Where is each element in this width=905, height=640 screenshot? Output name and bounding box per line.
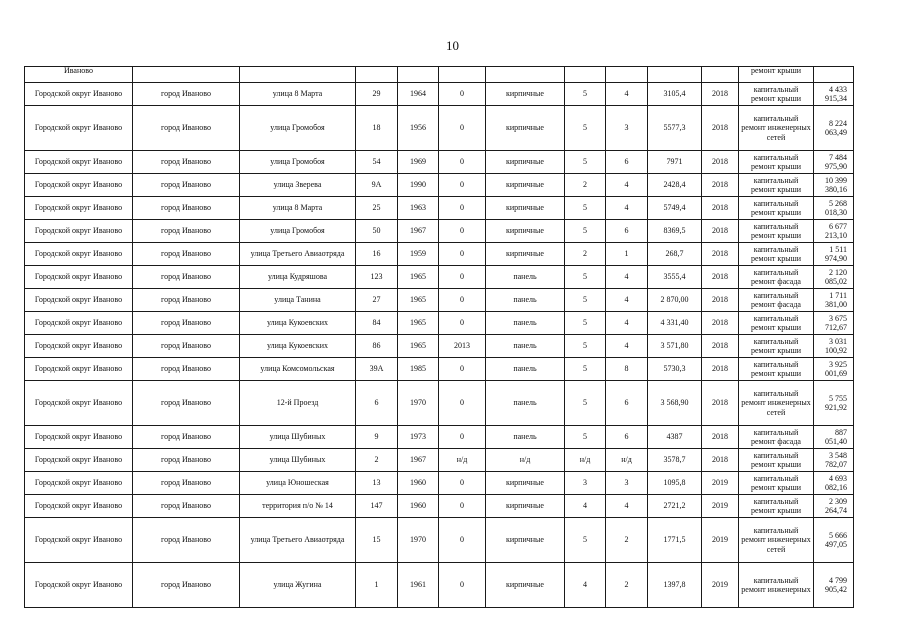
entrances-cell: 2 [606, 563, 648, 608]
district-cell: Городской округ Иваново [25, 518, 133, 563]
city-cell: город Иваново [133, 151, 240, 174]
wall-material-cell: панель [486, 312, 565, 335]
city-cell: город Иваново [133, 495, 240, 518]
cost-cell: 4 693 082,16 [814, 472, 854, 495]
street-cell: улица 8 Марта [240, 83, 356, 106]
year-repair-cell: 0 [439, 358, 486, 381]
district-cell: Городской округ Иваново [25, 266, 133, 289]
entrances-cell: 8 [606, 358, 648, 381]
cost-cell: 8 224 063,49 [814, 106, 854, 151]
plan-year-cell: 2018 [702, 335, 739, 358]
plan-year-cell: 2018 [702, 312, 739, 335]
work-type-cell: капитальный ремонт инженерных [739, 563, 814, 608]
street-cell: улица Громобоя [240, 220, 356, 243]
city-cell: город Иваново [133, 312, 240, 335]
district-cell: Городской округ Иваново [25, 289, 133, 312]
house-number-cell: 9А [356, 174, 398, 197]
entrances-cell: 4 [606, 312, 648, 335]
year-built-cell: 1965 [398, 289, 439, 312]
work-type-cell: капитальный ремонт крыши [739, 495, 814, 518]
work-type-cell: капитальный ремонт крыши [739, 243, 814, 266]
cost-cell: 5 755 921,92 [814, 381, 854, 426]
plan-year-cell: 2019 [702, 472, 739, 495]
house-number-cell: 29 [356, 83, 398, 106]
table-row [25, 83, 854, 106]
district-cell: Городской округ Иваново [25, 495, 133, 518]
street-cell: улица Танина [240, 289, 356, 312]
floors-cell: 4 [565, 563, 606, 608]
plan-year-cell: 2019 [702, 563, 739, 608]
house-number-cell: 15 [356, 518, 398, 563]
area-cell: 3 571,80 [648, 335, 702, 358]
cost-cell: 4 799 905,42 [814, 563, 854, 608]
cost-cell: 3 925 001,69 [814, 358, 854, 381]
area-cell: 8369,5 [648, 220, 702, 243]
area-cell: 1771,5 [648, 518, 702, 563]
street-cell: улица Громобоя [240, 106, 356, 151]
year-repair-cell: 0 [439, 220, 486, 243]
plan-year-cell: 2018 [702, 426, 739, 449]
floors-cell: 5 [565, 381, 606, 426]
city-cell: город Иваново [133, 289, 240, 312]
entrances-cell: 4 [606, 266, 648, 289]
table-row [25, 472, 854, 495]
floors-cell: 4 [565, 495, 606, 518]
year-repair-cell: 0 [439, 381, 486, 426]
year-repair-cell: 0 [439, 174, 486, 197]
table-row [25, 151, 854, 174]
area-cell: 3578,7 [648, 449, 702, 472]
work-type-cell: капитальный ремонт крыши [739, 151, 814, 174]
street-cell: улица Третьего Авиаотряда [240, 243, 356, 266]
plan-year-cell: 2019 [702, 518, 739, 563]
entrances-cell: 4 [606, 289, 648, 312]
district-cell: Городской округ Иваново [25, 449, 133, 472]
city-cell: город Иваново [133, 266, 240, 289]
wall-material-cell: кирпичные [486, 83, 565, 106]
house-number-cell: 86 [356, 335, 398, 358]
cost-cell: 1 711 381,00 [814, 289, 854, 312]
street-cell: улица Жугина [240, 563, 356, 608]
cost-cell: 2 309 264,74 [814, 495, 854, 518]
city-cell: город Иваново [133, 197, 240, 220]
city-cell: город Иваново [133, 563, 240, 608]
cost-cell: 7 484 975,90 [814, 151, 854, 174]
work-type-cell: капитальный ремонт инженерных сетей [739, 381, 814, 426]
wall-material-cell: кирпичные [486, 518, 565, 563]
plan-year-cell: 2018 [702, 174, 739, 197]
city-cell: город Иваново [133, 335, 240, 358]
year-repair-cell: 0 [439, 289, 486, 312]
table-row [25, 495, 854, 518]
year-repair-cell: 0 [439, 518, 486, 563]
year-built-cell: 1963 [398, 197, 439, 220]
plan-year-cell: 2018 [702, 449, 739, 472]
area-cell: 2721,2 [648, 495, 702, 518]
district-cell: Городской округ Иваново [25, 426, 133, 449]
wall-material-cell: панель [486, 266, 565, 289]
year-built-cell: 1965 [398, 312, 439, 335]
work-type-cell: капитальный ремонт крыши [739, 174, 814, 197]
city-cell: город Иваново [133, 449, 240, 472]
plan-year-cell: 2018 [702, 266, 739, 289]
house-number-cell: 27 [356, 289, 398, 312]
wall-material-cell: панель [486, 289, 565, 312]
house-number-cell: 39А [356, 358, 398, 381]
entrances-cell: н/д [606, 449, 648, 472]
house-number-cell: 123 [356, 266, 398, 289]
floors-cell: 5 [565, 312, 606, 335]
entrances-cell: 4 [606, 83, 648, 106]
house-number-cell: 6 [356, 381, 398, 426]
plan-year-cell: 2018 [702, 83, 739, 106]
year-built-cell: 1970 [398, 381, 439, 426]
area-cell: 2 870,00 [648, 289, 702, 312]
year-repair-cell: 0 [439, 83, 486, 106]
district-cell: Городской округ Иваново [25, 472, 133, 495]
floors-cell: 5 [565, 426, 606, 449]
work-type-cell: капитальный ремонт крыши [739, 335, 814, 358]
floors-cell: 5 [565, 289, 606, 312]
cost-cell: 1 511 974,90 [814, 243, 854, 266]
table-row [25, 197, 854, 220]
year-repair-cell: 0 [439, 197, 486, 220]
house-number-cell: 13 [356, 472, 398, 495]
plan-year-cell: 2019 [702, 495, 739, 518]
entrances-cell: 6 [606, 381, 648, 426]
plan-year-cell: 2018 [702, 243, 739, 266]
house-number-cell: 25 [356, 197, 398, 220]
wall-material-cell: панель [486, 335, 565, 358]
district-cell: Городской округ Иваново [25, 83, 133, 106]
house-number-cell: 54 [356, 151, 398, 174]
work-type-cell: капитальный ремонт крыши [739, 197, 814, 220]
year-built-cell: 1959 [398, 243, 439, 266]
district-cell: Городской округ Иваново [25, 174, 133, 197]
year-built-cell: 1967 [398, 220, 439, 243]
street-cell: 12-й Проезд [240, 381, 356, 426]
work-type-cell: капитальный ремонт инженерных сетей [739, 106, 814, 151]
table-row [25, 381, 854, 426]
city-cell: город Иваново [133, 83, 240, 106]
area-cell: 1095,8 [648, 472, 702, 495]
table-row [25, 449, 854, 472]
table-row [25, 106, 854, 151]
cost-cell: 6 677 213,10 [814, 220, 854, 243]
year-built-cell: 1990 [398, 174, 439, 197]
year-built-cell: 1961 [398, 563, 439, 608]
city-cell: город Иваново [133, 426, 240, 449]
year-built-cell: 1965 [398, 335, 439, 358]
area-cell: 7971 [648, 151, 702, 174]
area-cell: 3 568,90 [648, 381, 702, 426]
housing-register-table [24, 66, 854, 608]
street-cell: улица Кудряшова [240, 266, 356, 289]
cost-cell: 3 031 100,92 [814, 335, 854, 358]
cost-cell: 2 120 085,02 [814, 266, 854, 289]
house-number-cell: 147 [356, 495, 398, 518]
cost-cell: 887 051,40 [814, 426, 854, 449]
floors-cell: 2 [565, 243, 606, 266]
cost-cell: 10 399 380,16 [814, 174, 854, 197]
floors-cell: 5 [565, 335, 606, 358]
entrances-cell: 4 [606, 174, 648, 197]
year-built-cell: 1969 [398, 151, 439, 174]
entrances-cell: 1 [606, 243, 648, 266]
street-cell: улица Кукоевских [240, 335, 356, 358]
wall-material-cell: панель [486, 358, 565, 381]
district-cell: Городской округ Иваново [25, 243, 133, 266]
table-row [25, 358, 854, 381]
street-cell: улица Третьего Авиаотряда [240, 518, 356, 563]
work-type-cell: капитальный ремонт инженерных сетей [739, 518, 814, 563]
cost-cell: 5 268 018,30 [814, 197, 854, 220]
city-cell: город Иваново [133, 381, 240, 426]
table-row [25, 243, 854, 266]
work-type-cell: капитальный ремонт фасада [739, 426, 814, 449]
area-cell: 268,7 [648, 243, 702, 266]
wall-material-cell: кирпичные [486, 243, 565, 266]
district-cell: Городской округ Иваново [25, 563, 133, 608]
work-type-cell: капитальный ремонт фасада [739, 266, 814, 289]
wall-material-cell: кирпичные [486, 495, 565, 518]
area-cell: 3555,4 [648, 266, 702, 289]
year-built-cell: 1970 [398, 518, 439, 563]
house-number-cell: 18 [356, 106, 398, 151]
city-cell: город Иваново [133, 472, 240, 495]
street-cell: улица Шубиных [240, 449, 356, 472]
floors-cell: 3 [565, 472, 606, 495]
area-cell: 4387 [648, 426, 702, 449]
wall-material-cell: н/д [486, 449, 565, 472]
street-cell: улица Шубиных [240, 426, 356, 449]
house-number-cell: 84 [356, 312, 398, 335]
table-row [25, 312, 854, 335]
cost-cell: 5 666 497,05 [814, 518, 854, 563]
year-built-cell: 1973 [398, 426, 439, 449]
table-row [25, 289, 854, 312]
year-built-cell: 1965 [398, 266, 439, 289]
area-cell: 3105,4 [648, 83, 702, 106]
table-row [25, 426, 854, 449]
year-repair-cell: 0 [439, 243, 486, 266]
house-number-cell: 50 [356, 220, 398, 243]
street-cell: улица Юношеская [240, 472, 356, 495]
floors-cell: 5 [565, 151, 606, 174]
wall-material-cell: кирпичные [486, 106, 565, 151]
area-cell: 4 331,40 [648, 312, 702, 335]
work-type-cell: капитальный ремонт крыши [739, 472, 814, 495]
year-repair-cell: н/д [439, 449, 486, 472]
wall-material-cell: панель [486, 381, 565, 426]
entrances-cell: 6 [606, 151, 648, 174]
floors-cell: 5 [565, 220, 606, 243]
house-number-cell: 16 [356, 243, 398, 266]
year-built-cell: 1967 [398, 449, 439, 472]
work-type-cell: капитальный ремонт крыши [739, 358, 814, 381]
work-type-cell: капитальный ремонт крыши [739, 449, 814, 472]
year-built-cell: 1960 [398, 472, 439, 495]
table-row-continued [25, 67, 854, 83]
street-cell: территория п/о № 14 [240, 495, 356, 518]
wall-material-cell: панель [486, 426, 565, 449]
entrances-cell: 4 [606, 335, 648, 358]
wall-material-cell: кирпичные [486, 151, 565, 174]
wall-material-cell: кирпичные [486, 174, 565, 197]
city-cell: город Иваново [133, 106, 240, 151]
table-row [25, 335, 854, 358]
city-cell: город Иваново [133, 518, 240, 563]
table-row [25, 563, 854, 608]
floors-cell: 5 [565, 106, 606, 151]
plan-year-cell: 2018 [702, 197, 739, 220]
district-cell: Городской округ Иваново [25, 358, 133, 381]
district-cell: Городской округ Иваново [25, 220, 133, 243]
street-cell: улица 8 Марта [240, 197, 356, 220]
entrances-cell: 6 [606, 220, 648, 243]
area-cell: 1397,8 [648, 563, 702, 608]
district-cell: Городской округ Иваново [25, 381, 133, 426]
wall-material-cell: кирпичные [486, 197, 565, 220]
wall-material-cell: кирпичные [486, 563, 565, 608]
area-cell: 5730,3 [648, 358, 702, 381]
floors-cell: 2 [565, 174, 606, 197]
year-built-cell: 1964 [398, 83, 439, 106]
district-cell: Городской округ Иваново [25, 197, 133, 220]
cost-cell: 4 433 915,34 [814, 83, 854, 106]
street-cell: улица Комсомольская [240, 358, 356, 381]
house-number-cell: 1 [356, 563, 398, 608]
district-cell: Городской округ Иваново [25, 151, 133, 174]
wall-material-cell: кирпичные [486, 220, 565, 243]
district-cell: Городской округ Иваново [25, 335, 133, 358]
year-repair-cell: 0 [439, 151, 486, 174]
floors-cell: 5 [565, 197, 606, 220]
year-built-cell: 1960 [398, 495, 439, 518]
house-number-cell: 2 [356, 449, 398, 472]
entrances-cell: 2 [606, 518, 648, 563]
work-type-cell: капитальный ремонт крыши [739, 312, 814, 335]
city-cell: город Иваново [133, 174, 240, 197]
year-built-cell: 1956 [398, 106, 439, 151]
plan-year-cell: 2018 [702, 151, 739, 174]
street-cell: улица Кукоевских [240, 312, 356, 335]
district-cell: Городской округ Иваново [25, 106, 133, 151]
year-built-cell: 1985 [398, 358, 439, 381]
floors-cell: 5 [565, 518, 606, 563]
city-cell: город Иваново [133, 220, 240, 243]
wall-material-cell: кирпичные [486, 472, 565, 495]
cost-cell: 3 548 782,07 [814, 449, 854, 472]
plan-year-cell: 2018 [702, 289, 739, 312]
street-cell: улица Зверева [240, 174, 356, 197]
entrances-cell: 4 [606, 495, 648, 518]
work-type-cell: капитальный ремонт фасада [739, 289, 814, 312]
table-row [25, 518, 854, 563]
city-cell: город Иваново [133, 243, 240, 266]
floors-cell: 5 [565, 266, 606, 289]
table-row [25, 266, 854, 289]
floors-cell: 5 [565, 358, 606, 381]
year-repair-cell: 0 [439, 106, 486, 151]
year-repair-cell: 0 [439, 472, 486, 495]
floors-cell: 5 [565, 83, 606, 106]
entrances-cell: 3 [606, 472, 648, 495]
plan-year-cell: 2018 [702, 220, 739, 243]
entrances-cell: 6 [606, 426, 648, 449]
page-number: 10 [446, 38, 459, 53]
work-type-cell: капитальный ремонт крыши [739, 220, 814, 243]
work-type-cell: капитальный ремонт крыши [739, 83, 814, 106]
city-cell: город Иваново [133, 358, 240, 381]
plan-year-cell: 2018 [702, 358, 739, 381]
entrances-cell: 3 [606, 106, 648, 151]
year-repair-cell: 0 [439, 266, 486, 289]
plan-year-cell: 2018 [702, 381, 739, 426]
work-cell: ремонт крыши [739, 67, 814, 83]
district-cell: Иваново [25, 67, 133, 83]
district-cell: Городской округ Иваново [25, 312, 133, 335]
entrances-cell: 4 [606, 197, 648, 220]
table-row [25, 174, 854, 197]
area-cell: 2428,4 [648, 174, 702, 197]
street-cell: улица Громобоя [240, 151, 356, 174]
year-repair-cell: 0 [439, 312, 486, 335]
year-repair-cell: 0 [439, 563, 486, 608]
year-repair-cell: 0 [439, 426, 486, 449]
plan-year-cell: 2018 [702, 106, 739, 151]
area-cell: 5749,4 [648, 197, 702, 220]
year-repair-cell: 2013 [439, 335, 486, 358]
year-repair-cell: 0 [439, 495, 486, 518]
cost-cell: 3 675 712,67 [814, 312, 854, 335]
house-number-cell: 9 [356, 426, 398, 449]
area-cell: 5577,3 [648, 106, 702, 151]
floors-cell: н/д [565, 449, 606, 472]
table-row [25, 220, 854, 243]
